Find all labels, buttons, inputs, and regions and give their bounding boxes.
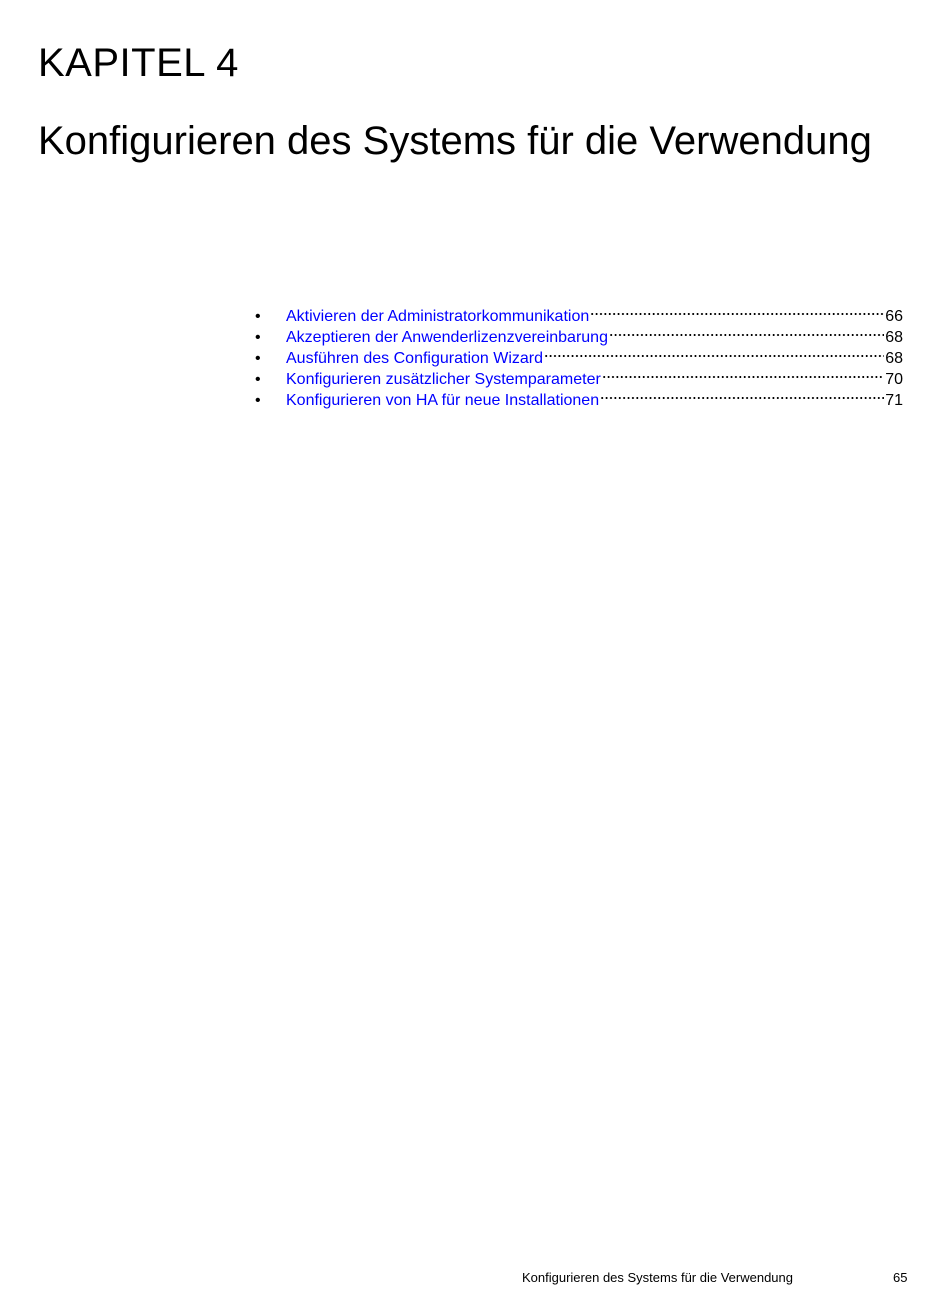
toc-link-aktivieren-administratorkommunikation[interactable]: Aktivieren der Administratorkommunikation (286, 308, 590, 325)
chapter-label: KAPITEL 4 (38, 41, 239, 85)
toc-link-systemparameter[interactable]: Konfigurieren zusätzlicher Systemparameter (286, 371, 601, 388)
toc-page-number: 70 (885, 371, 903, 388)
dot-leader (600, 395, 884, 401)
toc-page-number: 71 (885, 392, 903, 409)
toc-item (255, 348, 903, 369)
footer-chapter-title: Konfigurieren des Systems für die Verwendung (522, 1270, 793, 1285)
toc-page-number: 66 (885, 308, 903, 325)
toc-item (255, 306, 903, 327)
chapter-title: Konfigurieren des Systems für die Verwendung (38, 119, 872, 163)
toc-link-configuration-wizard[interactable]: Ausführen des Configuration Wizard (286, 350, 544, 367)
dot-leader (590, 311, 884, 317)
bullet-icon: • (255, 329, 261, 346)
toc-link-ha-installationen[interactable]: Konfigurieren von HA für neue Installationen (286, 392, 600, 409)
bullet-icon: • (255, 371, 261, 388)
dot-leader (602, 374, 884, 380)
toc-item (255, 327, 903, 348)
toc-page-number: 68 (885, 350, 903, 367)
bullet-icon: • (255, 392, 261, 409)
dot-leader (609, 332, 884, 338)
toc-page-number: 68 (885, 329, 903, 346)
bullet-icon: • (255, 308, 261, 325)
toc-item (255, 369, 903, 390)
footer-page-number: 65 (893, 1270, 908, 1285)
toc-link-akzeptieren-anwenderlizenzvereinbarung[interactable]: Akzeptieren der Anwenderlizenzvereinbarung (286, 329, 608, 346)
dot-leader (544, 353, 884, 359)
chapter-toc (255, 306, 903, 411)
bullet-icon: • (255, 350, 261, 367)
toc-item (255, 390, 903, 411)
